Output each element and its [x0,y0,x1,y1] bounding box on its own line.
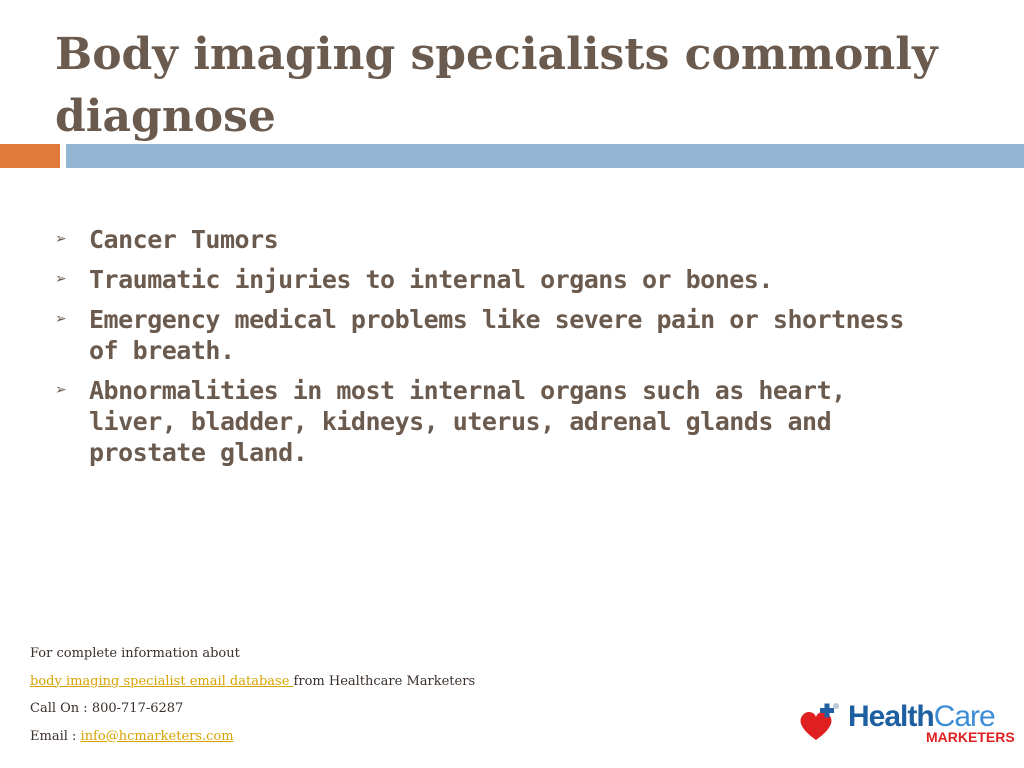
bullet-item [55,224,925,255]
bullet-text: Traumatic injuries to internal organs or bones. [89,265,773,294]
arrow-bullet-icon: ➢ [55,311,67,327]
footer-email-line [30,723,475,751]
accent-bar-blue [66,144,1024,168]
footer-contact [30,640,475,750]
slide-title: Body imaging specialists commonly diagnose [55,29,938,142]
database-link[interactable]: body imaging specialist email database [30,673,294,689]
logo-care: Care [933,700,995,733]
bullet-text: Abnormalities in most internal organs such as heart, liver, bladder, kidneys, uterus, adrenal glands and prostate gland. [89,376,846,467]
bullet-text: Cancer Tumors [89,225,279,254]
footer-intro: For complete information about [30,646,240,661]
healthcare-marketers-logo [796,700,1016,748]
email-label: Email : [30,728,81,744]
bullet-text: Emergency medical problems like severe pain or shortness of breath. [89,305,904,365]
arrow-bullet-icon: ➢ [55,382,67,398]
bullet-list [55,224,925,477]
heart-plus-icon [796,702,842,744]
accent-bar-orange [0,144,60,168]
bullet-item [55,264,925,295]
footer-database-line [30,668,475,696]
footer-phone: Call On : 800-717-6287 [30,701,184,716]
bullet-item [55,375,925,468]
footer-source: from Healthcare Marketers [293,673,476,689]
arrow-bullet-icon: ➢ [55,231,67,247]
logo-marketers: MARKETERS [926,729,1015,745]
arrow-bullet-icon: ➢ [55,271,67,287]
email-link[interactable]: info@hcmarketers.com [80,728,234,744]
bullet-item [55,304,925,366]
logo-health: Health [848,700,934,733]
